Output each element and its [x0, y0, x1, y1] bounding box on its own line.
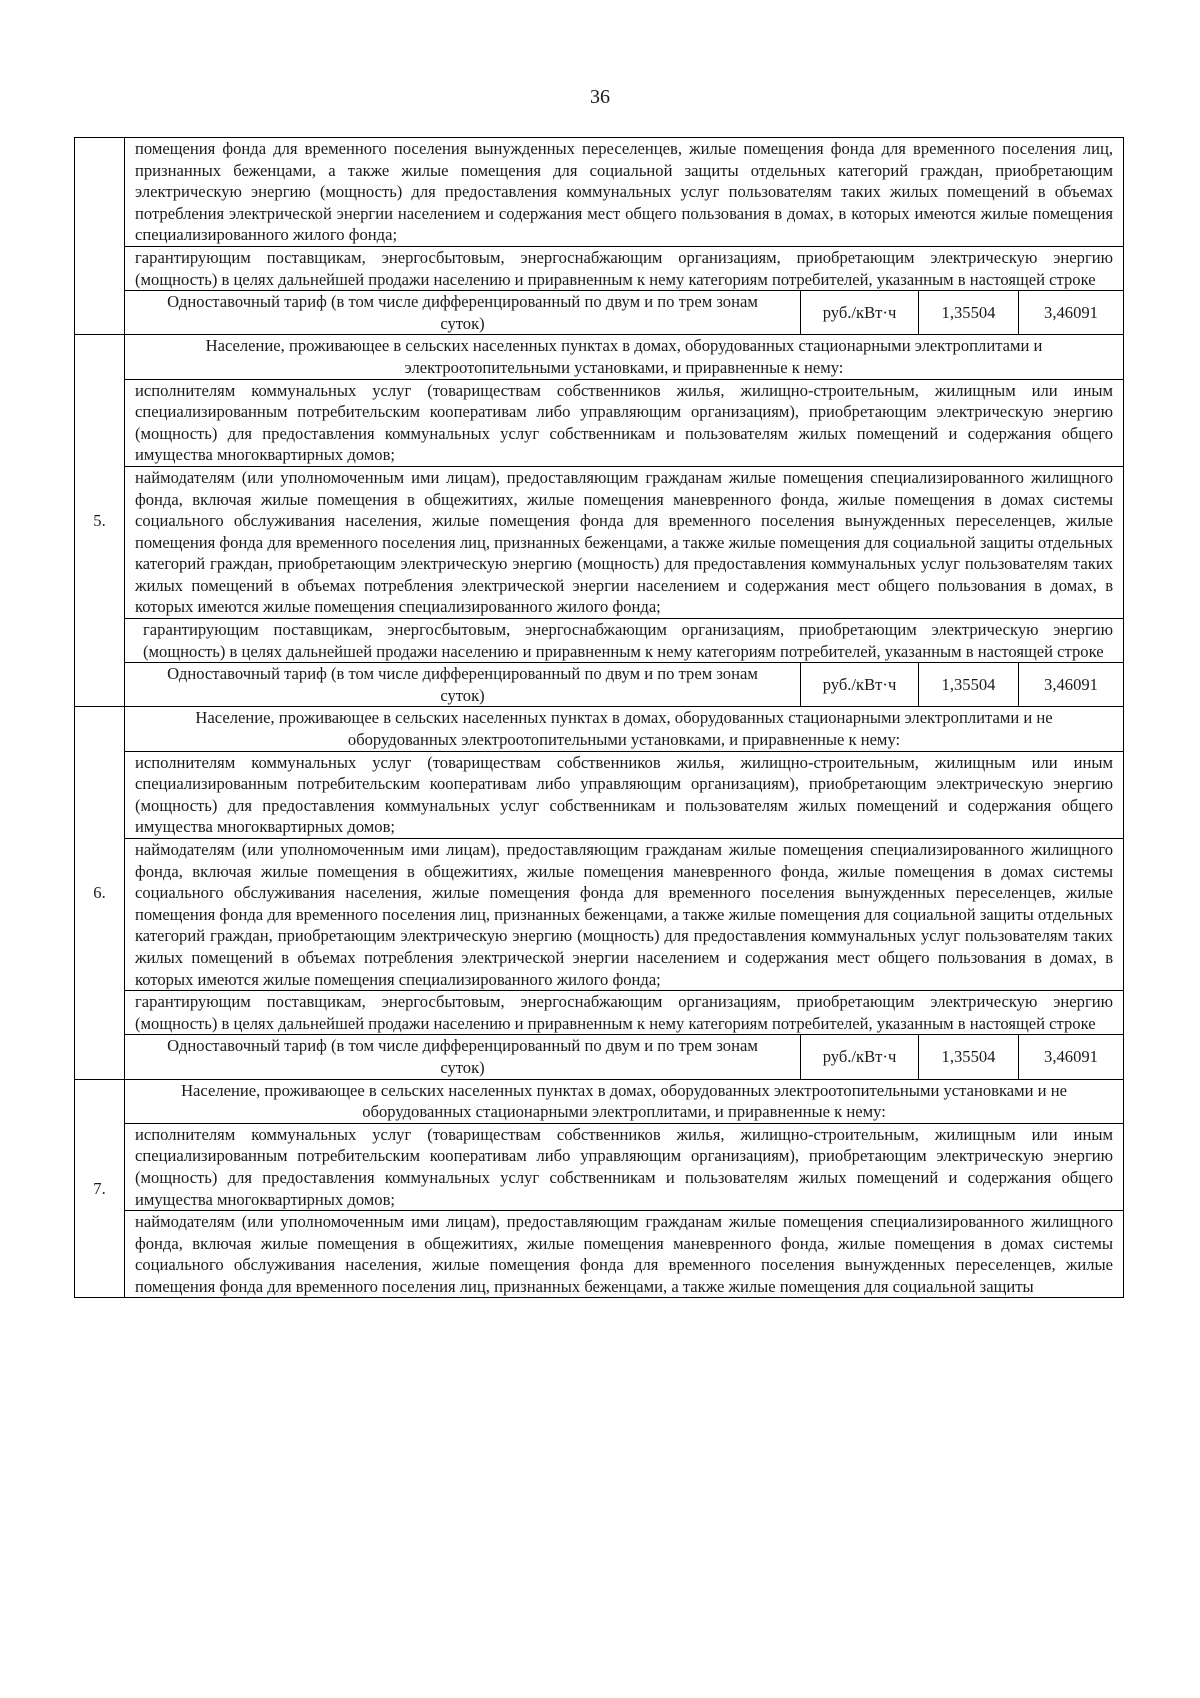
- consumer-category-text: гарантирующим поставщикам, энергосбытовым, энергоснабжающим организациям, приобретающим электрическую энергию (мощность) в целях дальнейшей продажи населению и приравненным к нему категориям потребителей, указанным в настоящей строке: [125, 246, 1124, 290]
- row-number: 6.: [75, 707, 125, 1079]
- tariff-row: [75, 291, 1124, 335]
- tariff-name: Одноставочный тариф (в том числе дифференцированный по двум и по трем зонам суток): [125, 663, 801, 707]
- consumer-category-text: помещения фонда для временного поселения вынужденных переселенцев, жилые помещения фонда для временного поселения лиц, признанных беженцами, а также жилые помещения для социальной защиты отдельных категорий граждан, приобретающим электрическую энергию (мощность) для предоставления коммунальных услуг пользователям таких жилых помещений в объемах потребления электрической энергии населением и содержания мест общего пользования в домах, в которых имеются жилые помещения специализированного жилого фонда;: [125, 138, 1124, 247]
- tariff-value-2: 3,46091: [1019, 291, 1124, 335]
- section-header-row: [75, 1079, 1124, 1123]
- page-number: 36: [590, 86, 610, 108]
- tariff-value-2: 3,46091: [1019, 1035, 1124, 1079]
- tariff-value-1: 1,35504: [919, 663, 1019, 707]
- tariff-table: [74, 137, 1124, 1298]
- tariff-row: [75, 663, 1124, 707]
- consumer-category-text: наймодателям (или уполномоченным ими лицам), предоставляющим гражданам жилые помещения специализированного жилищного фонда, включая жилые помещения в общежитиях, жилые помещения маневренного фонда, жилые помещения в домах системы социального обслуживания населения, жилые помещения фонда для временного поселения вынужденных переселенцев, жилые помещения фонда для временного поселения лиц, признанных беженцами, а также жилые помещения для социальной защиты отдельных категорий граждан, приобретающим электрическую энергию (мощность) для предоставления коммунальных услуг пользователям таких жилых помещений в объемах потребления электрической энергии населением и содержания мест общего пользования в домах, в которых имеются жилые помещения специализированного жилого фонда;: [125, 466, 1124, 618]
- tariff-row: [75, 1035, 1124, 1079]
- tariff-value-2: 3,46091: [1019, 663, 1124, 707]
- consumer-row: [75, 138, 1124, 247]
- consumer-row: [75, 991, 1124, 1035]
- consumer-category-text: исполнителям коммунальных услуг (товариществам собственников жилья, жилищно-строительным, жилищным или иным специализированным потребительским кооперативам либо управляющим организациям), приобретающим электрическую энергию (мощность) для предоставления коммунальных услуг собственникам и пользователям жилых помещений и содержания общего имущества многоквартирных домов;: [125, 379, 1124, 466]
- tariff-unit: руб./кВт·ч: [801, 1035, 919, 1079]
- consumer-row: [75, 466, 1124, 618]
- tariff-name: Одноставочный тариф (в том числе дифференцированный по двум и по трем зонам суток): [125, 1035, 801, 1079]
- row-number: [75, 138, 125, 335]
- tariff-unit: руб./кВт·ч: [801, 291, 919, 335]
- tariff-table-body: [75, 138, 1124, 1298]
- section-header: Население, проживающее в сельских населенных пунктах в домах, оборудованных стационарными электроплитами и электроотопительными установками, и приравненные к нему:: [125, 335, 1124, 379]
- consumer-category-text: гарантирующим поставщикам, энергосбытовым, энергоснабжающим организациям, приобретающим электрическую энергию (мощность) в целях дальнейшей продажи населению и приравненным к нему категориям потребителей, указанным в настоящей строке: [125, 619, 1124, 663]
- consumer-category-text: наймодателям (или уполномоченным ими лицам), предоставляющим гражданам жилые помещения специализированного жилищного фонда, включая жилые помещения в общежитиях, жилые помещения маневренного фонда, жилые помещения в домах системы социального обслуживания населения, жилые помещения фонда для временного поселения вынужденных переселенцев, жилые помещения фонда для временного поселения лиц, признанных беженцами, а также жилые помещения для социальной защиты отдельных категорий граждан, приобретающим электрическую энергию (мощность) для предоставления коммунальных услуг пользователям таких жилых помещений в объемах потребления электрической энергии населением и содержания мест общего пользования в домах, в которых имеются жилые помещения специализированного жилого фонда;: [125, 839, 1124, 991]
- section-header-row: [75, 707, 1124, 751]
- consumer-row: [75, 619, 1124, 663]
- tariff-value-1: 1,35504: [919, 291, 1019, 335]
- row-number: 5.: [75, 335, 125, 707]
- consumer-row: [75, 246, 1124, 290]
- consumer-row: [75, 1123, 1124, 1210]
- section-header-row: [75, 335, 1124, 379]
- section-header: Население, проживающее в сельских населенных пунктах в домах, оборудованных стационарными электроплитами и не оборудованных электроотопительными установками, и приравненные к нему:: [125, 707, 1124, 751]
- consumer-row: [75, 379, 1124, 466]
- section-header: Население, проживающее в сельских населенных пунктах в домах, оборудованных электроотопительными установками и не оборудованных стационарными электроплитами, и приравненные к нему:: [125, 1079, 1124, 1123]
- tariff-name: Одноставочный тариф (в том числе дифференцированный по двум и по трем зонам суток): [125, 291, 801, 335]
- consumer-category-text: исполнителям коммунальных услуг (товариществам собственников жилья, жилищно-строительным, жилищным или иным специализированным потребительским кооперативам либо управляющим организациям), приобретающим электрическую энергию (мощность) для предоставления коммунальных услуг собственникам и пользователям жилых помещений и содержания общего имущества многоквартирных домов;: [125, 751, 1124, 838]
- consumer-category-text: наймодателям (или уполномоченным ими лицам), предоставляющим гражданам жилые помещения специализированного жилищного фонда, включая жилые помещения в общежитиях, жилые помещения маневренного фонда, жилые помещения в домах системы социального обслуживания населения, жилые помещения фонда для временного поселения вынужденных переселенцев, жилые помещения фонда для временного поселения лиц, признанных беженцами, а также жилые помещения для социальной защиты: [125, 1211, 1124, 1298]
- consumer-row: [75, 839, 1124, 991]
- row-number: 7.: [75, 1079, 125, 1298]
- consumer-category-text: гарантирующим поставщикам, энергосбытовым, энергоснабжающим организациям, приобретающим электрическую энергию (мощность) в целях дальнейшей продажи населению и приравненным к нему категориям потребителей, указанным в настоящей строке: [125, 991, 1124, 1035]
- consumer-category-text: исполнителям коммунальных услуг (товариществам собственников жилья, жилищно-строительным, жилищным или иным специализированным потребительским кооперативам либо управляющим организациям), приобретающим электрическую энергию (мощность) для предоставления коммунальных услуг собственникам и пользователям жилых помещений и содержания общего имущества многоквартирных домов;: [125, 1123, 1124, 1210]
- tariff-value-1: 1,35504: [919, 1035, 1019, 1079]
- tariff-unit: руб./кВт·ч: [801, 663, 919, 707]
- consumer-row: [75, 1211, 1124, 1298]
- consumer-row: [75, 751, 1124, 838]
